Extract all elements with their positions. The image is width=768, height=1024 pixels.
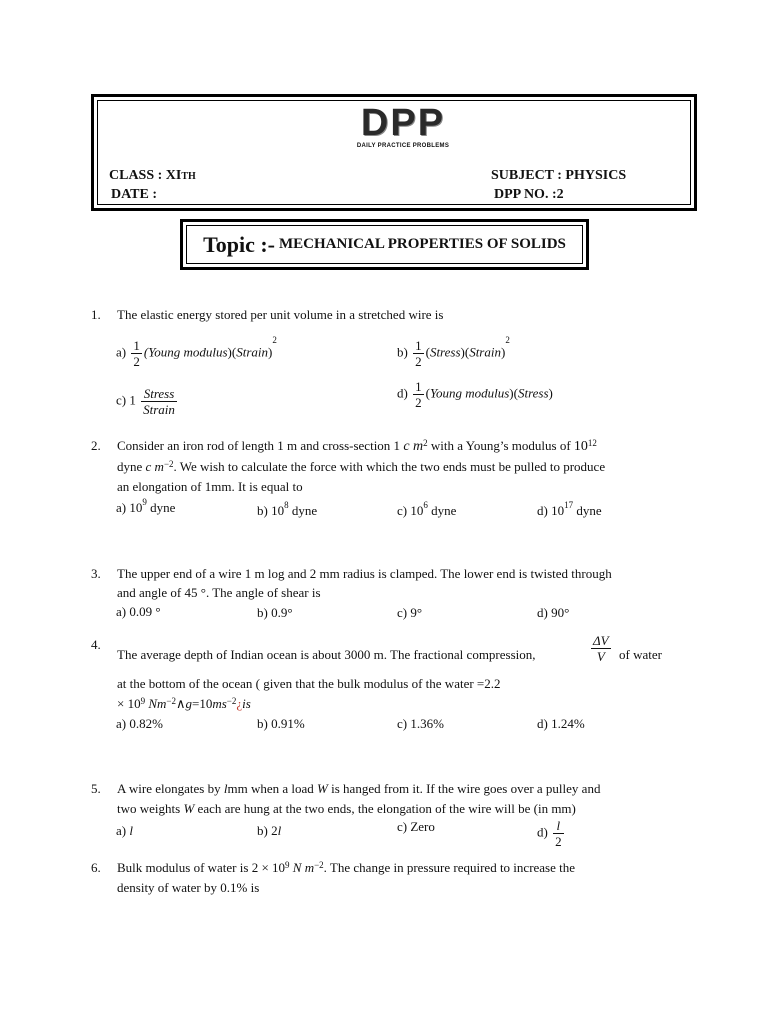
question-3-line-1: The upper end of a wire 1 m log and 2 mm radius is clamped. The lower end is twisted through bbox=[117, 566, 612, 581]
question-4-line-1: The average depth of Indian ocean is about 3000 m. The fractional compression, bbox=[117, 647, 536, 662]
dpp-logo bbox=[348, 104, 458, 149]
question-6-number: 6. bbox=[91, 860, 101, 875]
question-5-option-d: d) $\frac{l}{2}$ bbox=[537, 818, 562, 849]
question-1-option-c: c) 1 $\frac{\text{Stress}}{\text{Strain}}$ bbox=[116, 386, 175, 417]
question-5-option-b: b) 2l bbox=[257, 823, 282, 838]
question-4-option-a: a) 0.82% bbox=[116, 716, 163, 731]
topic-prefix: Topic :- bbox=[203, 231, 276, 257]
question-1-option-a: a) $\frac{1}{2}$ (Young modulus)(Strain)$^2$ bbox=[116, 335, 277, 369]
question-5-line-2: two weights W each are hung at the two ends, the elongation of the wire will be (in mm) bbox=[117, 801, 576, 816]
question-5-option-c: c) Zero bbox=[397, 819, 435, 834]
question-2-line-2: dyne c $m^{-2}$. We wish to calculate the force with which the two ends must be pulled to produce bbox=[117, 459, 606, 474]
question-5-line-1: A wire elongates by lmm when a load W is hanged from it. If the wire goes over a pulley and bbox=[117, 781, 601, 796]
question-3-number: 3. bbox=[91, 566, 101, 581]
class-field bbox=[109, 168, 196, 184]
class-label: CLASS : XI bbox=[109, 168, 182, 183]
question-6-line-2: density of water by 0.1% is bbox=[117, 880, 260, 895]
subject-label: SUBJECT : PHYSICS bbox=[491, 168, 627, 183]
question-2-option-b: b) $10^8$ dyne bbox=[257, 500, 318, 518]
question-1-option-d: d) $\frac{1}{2}$ (Young modulus)(Stress) bbox=[397, 379, 553, 410]
date-label: DATE : bbox=[111, 187, 158, 202]
header-box bbox=[91, 94, 697, 211]
question-3-option-a: a) 0.09 ° bbox=[116, 604, 161, 619]
topic-title: MECHANICAL PROPERTIES OF SOLIDS bbox=[279, 236, 566, 252]
question-3-line-2: and angle of 45 °. The angle of shear is bbox=[117, 585, 321, 600]
question-2-line-3: an elongation of 1mm. It is equal to bbox=[117, 479, 303, 494]
question-2-line-1: Consider an iron rod of length 1 m and cross-section 1 c $m^2$ with a Young’s modulus of $10^{12}$ bbox=[117, 438, 597, 454]
question-4-option-c: c) 1.36% bbox=[397, 716, 444, 731]
question-4-line-2: at the bottom of the ocean ( given that the bulk modulus of the water =2.2 bbox=[117, 676, 501, 691]
logo-subtitle: DAILY PRACTICE PROBLEMS bbox=[356, 143, 450, 149]
question-4-line-1-end: of water bbox=[619, 647, 662, 662]
question-5-number: 5. bbox=[91, 781, 101, 796]
question-4-option-b: b) 0.91% bbox=[257, 716, 305, 731]
logo-text: DPP bbox=[360, 102, 446, 144]
fraction-delta-v-over-v: $\frac{\Delta V}{V}$ bbox=[593, 633, 609, 664]
header-inner-border bbox=[97, 100, 691, 205]
question-3-option-b: b) 0.9° bbox=[257, 605, 293, 620]
question-4-number: 4. bbox=[91, 637, 101, 652]
question-2-option-a: a) $10^9$ dyne bbox=[116, 497, 176, 515]
question-2-option-c: c) $10^6$ dyne bbox=[397, 500, 457, 518]
class-suffix: TH bbox=[181, 171, 196, 182]
topic-box bbox=[180, 219, 589, 270]
question-3-option-d: d) 90° bbox=[537, 605, 570, 620]
question-1-option-b: b) $\frac{1}{2}$ (Stress)(Strain)$^2$ bbox=[397, 335, 510, 369]
dpp-number: DPP NO. :2 bbox=[494, 187, 564, 202]
question-3-option-c: c) 9° bbox=[397, 605, 423, 620]
question-5-option-a: a) l bbox=[116, 823, 133, 838]
question-6-line-1: Bulk modulus of water is $2 \times 10^9$ N $m^{-2}$. The change in pressure required to increase the bbox=[117, 860, 576, 875]
question-2-number: 2. bbox=[91, 438, 101, 453]
topic-inner-border bbox=[186, 225, 583, 264]
question-2-option-d: d) $10^{17}$ dyne bbox=[537, 500, 602, 518]
question-4-option-d: d) 1.24% bbox=[537, 716, 585, 731]
question-4-line-3: × $10^9$ $Nm^{-2}\wedge g=10ms^{-2}¿is$ bbox=[117, 696, 251, 711]
question-1-number: 1. bbox=[91, 307, 101, 322]
question-1-text: The elastic energy stored per unit volume in a stretched wire is bbox=[117, 307, 444, 322]
